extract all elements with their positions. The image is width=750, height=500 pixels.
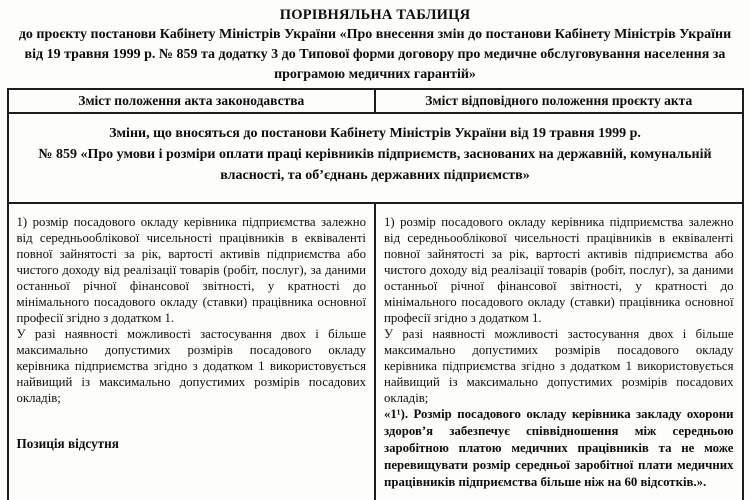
table-header-row — [8, 89, 743, 113]
legislation-paragraph-1: 1) розмір посадового окладу керівника підприємства залежно від середньооблікової чисельності працівників в еквіваленті повної зайнятості за рік, вартості активів підприємства або чистого доходу від реалізації товарів (робіт, послуг), за даними останньої річної фінансової звітності, у кратності до мінімального посадового окладу (ставки) працівника основної професії згідно з додатком 1. — [16, 215, 366, 325]
missing-position-note: Позиція відсутня — [16, 436, 119, 451]
draft-paragraph-1: 1) розмір посадового окладу керівника підприємства залежно від середньооблікової чисельності працівників в еквіваленті повної зайнятості за рік, вартості активів підприємства або чистого доходу від реалізації товарів (робіт, послуг), за даними останньої річної фінансової звітності, у кратності до мінімального посадового окладу (ставки) працівника основної професії згідно з додатком 1. — [384, 215, 734, 325]
section-heading-line2: № 859 «Про умови і розміри оплати праці керівників підприємств, заснованих на державній, комунальній власності, та об’єднань державних підприємств» — [38, 147, 712, 183]
section-heading-row — [8, 113, 743, 203]
legislation-paragraph-2: У разі наявності можливості застосування двох і більше максимально допустимих розмірів посадового окладу керівника підприємства згідно з додатком 1 використовується найвищий із максимально допустимих розмірів посадових окладів; — [16, 327, 366, 405]
legislation-cell — [8, 203, 376, 500]
document-title: ПОРІВНЯЛЬНА ТАБЛИЦЯ — [279, 7, 471, 23]
comparison-body-row — [8, 203, 743, 500]
section-heading-cell — [8, 113, 743, 203]
section-heading-line1: Зміни, що вносяться до постанови Кабінету Міністрів України від 19 травня 1999 р. — [109, 126, 641, 141]
draft-added-provision: «1¹). Розмір посадового окладу керівника закладу охорони здоров’я забезпечує співвідношення між середньою заробітною платою медичних працівників та не може перевищувати розмір середньої заробітної плати медичних працівників підприємства більше ніж на 60 відсотків.». — [384, 407, 734, 489]
document-title-block — [0, 0, 750, 85]
document-subtitle: до проєкту постанови Кабінету Міністрів України «Про внесення змін до постанови Кабінету Міністрів України від 19 травня 1999 р. № 859 та додатку 3 до Типової форми договору про медичне обслуговування населення за програмою медичних гарантій» — [18, 27, 732, 82]
draft-paragraph-2: У разі наявності можливості застосування двох і більше максимально допустимих розмірів посадового окладу керівника підприємства згідно з додатком 1 використовується найвищий із максимально допустимих розмірів посадових окладів; — [384, 327, 734, 405]
comparison-table — [7, 88, 744, 500]
column-header-legislation: Зміст положення акта законодавства — [8, 89, 376, 113]
draft-act-cell — [375, 203, 743, 500]
column-header-draft-act: Зміст відповідного положення проєкту акта — [375, 89, 743, 113]
